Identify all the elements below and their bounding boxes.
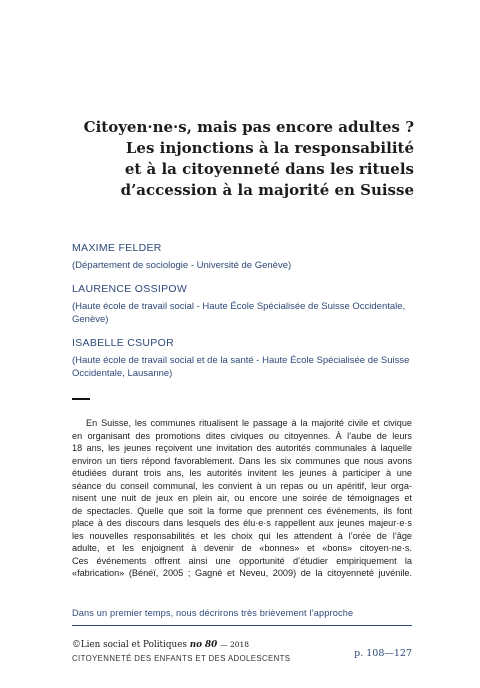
journal-info [72, 640, 249, 650]
body-line: étudiées durant trois ans, les autorités invitent les jeunes à participer à une [72, 468, 412, 478]
author-affiliation: (Haute école de travail social - Haute École Spécialisée de Suisse Occidentale, Genève) [72, 301, 406, 325]
title-line: Citoyen·ne·s, mais pas encore adultes ? [83, 118, 414, 136]
page-range: p. 108—127 [354, 648, 412, 659]
body-line: de spectacles. Quelle que soit la forme que prennent ces événements, ils font [72, 505, 412, 516]
body-line: les nouvelles responsabilités et les choix qui les attendent à l’orée de l’âge [72, 530, 412, 541]
author-name: ISABELLE CSUPOR [72, 337, 174, 349]
body-line: en organisant des promotions dites civiques ou citoyennes. À l’aube de leurs [72, 430, 412, 441]
section-rule [72, 398, 90, 400]
author-affiliation: (Haute école de travail social et de la santé - Haute École Spécialisée de Suisse Occidentale, Lausanne) [72, 355, 410, 379]
author-name: LAURENCE OSSIPOW [72, 283, 188, 295]
article-title [54, 117, 414, 201]
body-line: environ un tiers répond favorablement. Dans les six communes que nous avons [72, 455, 412, 466]
journal-number: no 80 [189, 640, 218, 650]
body-text [72, 417, 412, 580]
body-line: adulte, et les enjoignent à devenir de «bonnes» et «bons» citoyen·ne·s. [72, 543, 412, 553]
title-line: Les injonctions à la responsabilité [125, 139, 414, 157]
journal-subtitle: CITOYENNETÉ DES ENFANTS ET DES ADOLESCENTS [72, 654, 291, 663]
body-line: «fabrication» (Bénéï, 2005 ; Gagné et Neveu, 2009) de la citoyenneté juvénile. [72, 568, 412, 578]
title-line: et à la citoyenneté dans les rituels [124, 160, 414, 178]
footer-rule [72, 625, 412, 626]
title-line: d’accession à la majorité en Suisse [120, 181, 414, 199]
continuation-line: Dans un premier temps, nous décrirons très brièvement l’approche [72, 608, 354, 618]
body-line: Ces événements offrent ainsi une opportunité d’étudier empiriquement la [72, 555, 412, 566]
body-line: place à des discours dans lesquels des élu·e·s rappellent aux jeunes majeur·e·s [72, 518, 412, 528]
author-name: MAXIME FELDER [72, 242, 162, 254]
body-line: 18 ans, les jeunes reçoivent une invitation des autorités communales à laquelle [72, 443, 412, 453]
journal-year: — 2018 [220, 640, 250, 649]
journal-name: ©Lien social et Politiques [72, 640, 187, 650]
body-line: nisent une nuit de jeux en plein air, ou encore une soirée de témoignages et [72, 493, 412, 503]
body-line: séance du conseil communal, les convient à un repas ou un apéritif, leur orga- [72, 480, 412, 491]
author-affiliation: (Département de sociologie - Université de Genève) [72, 260, 292, 271]
body-line: En Suisse, les communes ritualisent le passage à la majorité civile et civique [86, 418, 412, 428]
